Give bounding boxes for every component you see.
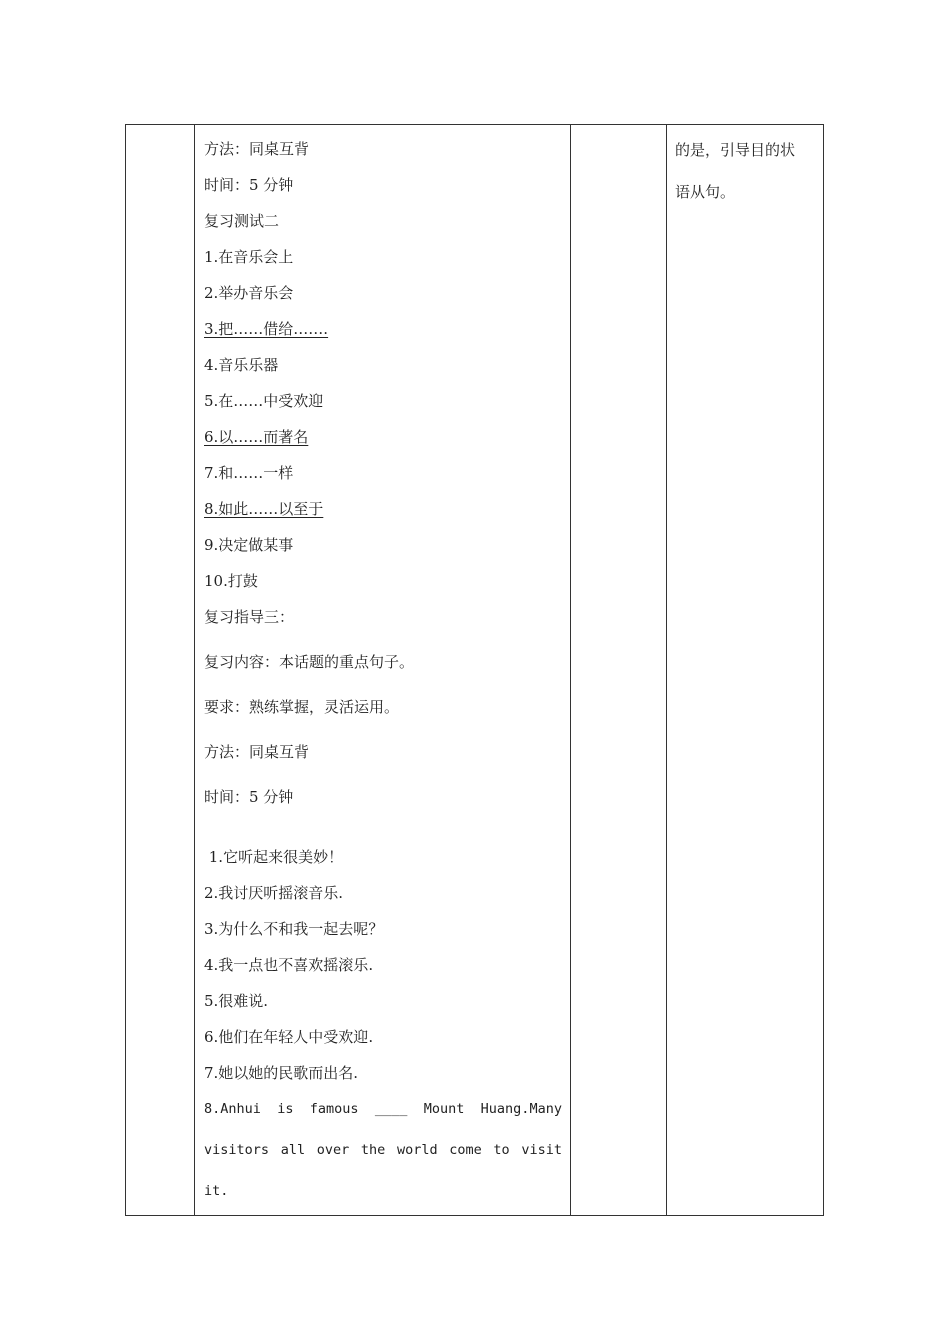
note-line: 语从句。: [675, 183, 736, 201]
word: come: [449, 1142, 482, 1158]
text-line: 7.她以她的民歌而出名.: [204, 1064, 359, 1082]
text-line: 方法：同桌互背: [204, 140, 310, 158]
notes-column: [675, 129, 820, 213]
word: to: [493, 1142, 510, 1158]
text-line: 要求：熟练掌握，灵活运用。: [204, 698, 400, 716]
text-line: 2.我讨厌听摇滚音乐.: [204, 884, 344, 902]
text-line: 2.举办音乐会: [204, 284, 294, 302]
column-divider: [570, 125, 571, 1215]
word: famous: [309, 1101, 359, 1117]
lesson-table: [125, 124, 824, 1216]
text-line: 4.音乐乐器: [204, 356, 279, 374]
column-divider: [194, 125, 195, 1215]
text-line: 复习内容：本话题的重点句子。: [204, 653, 415, 671]
word: 8.Anhui: [204, 1101, 261, 1117]
text-line: 10.打鼓: [204, 572, 258, 590]
word: Mount: [423, 1101, 465, 1117]
text-line: 9.决定做某事: [204, 536, 294, 554]
word: world: [396, 1142, 438, 1158]
text-line: 时间：5 分钟: [204, 788, 294, 806]
word: over: [316, 1142, 350, 1158]
word: visit: [521, 1142, 562, 1158]
english-sentence-line: [204, 1140, 562, 1160]
english-sentence-line: [204, 1099, 562, 1119]
word: all: [280, 1142, 306, 1158]
text-line: 方法：同桌互背: [204, 743, 310, 761]
text-line: 时间：5 分钟: [204, 176, 294, 194]
text-line: 4.我一点也不喜欢摇滚乐.: [204, 956, 374, 974]
text-line-underlined: 3.把……借给…….: [204, 320, 329, 338]
english-sentence-line: it.: [204, 1183, 229, 1199]
blank: ____: [374, 1101, 408, 1117]
text-line: 5.很难说.: [204, 992, 269, 1010]
word: is: [277, 1101, 294, 1117]
text-line: 1.它听起来很美妙！: [204, 848, 344, 866]
word: Huang.Many: [480, 1101, 562, 1117]
text-line: 复习测试二: [204, 212, 280, 230]
text-line: 5.在……中受欢迎: [204, 392, 324, 410]
word: the: [360, 1142, 386, 1158]
section-heading: 复习指导三：: [204, 608, 295, 626]
text-line: 6.他们在年轻人中受欢迎.: [204, 1028, 374, 1046]
text-line: 7.和……一样: [204, 464, 294, 482]
note-line: 的是，引导目的状: [675, 141, 796, 159]
text-line: 3.为什么不和我一起去呢？: [204, 920, 384, 938]
word: visitors: [204, 1142, 270, 1158]
text-line: 1.在音乐会上: [204, 248, 294, 266]
text-line-underlined: 6.以……而著名: [204, 428, 309, 446]
column-divider: [666, 125, 667, 1215]
text-line-underlined: 8.如此……以至于: [204, 500, 324, 518]
